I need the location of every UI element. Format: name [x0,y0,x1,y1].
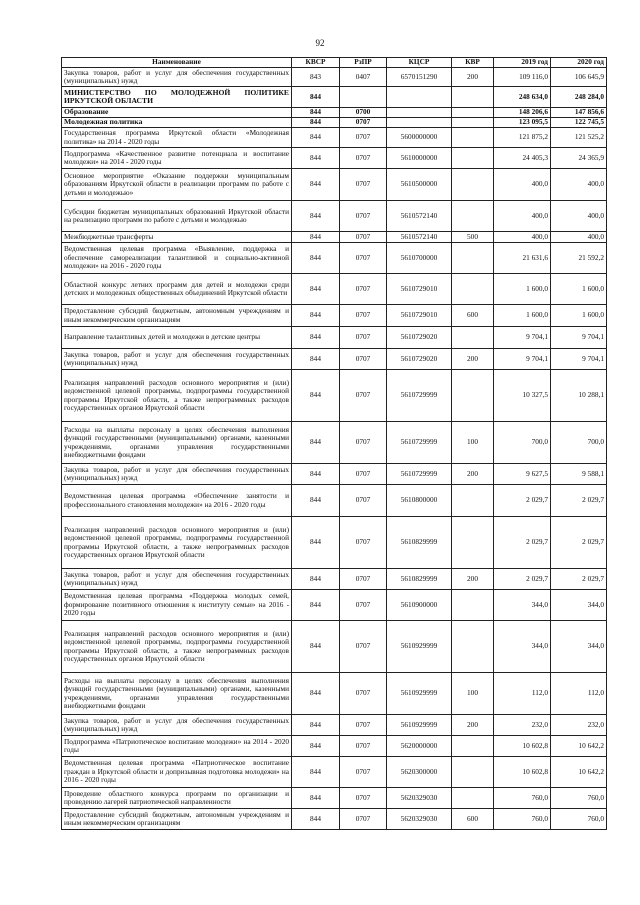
table-row [62,464,607,485]
table-header-row [62,58,607,68]
cell-kvsr: 844 [292,128,340,148]
cell-2020: 344,0 [551,621,607,673]
cell-2020: 24 365,9 [551,148,607,169]
cell-name: Реализация направлений расходов основного мероприятия и (или) ведомственной целевой программы, подпрограммы государственной программы Иркутской области, а также непрограммных расходов государственных органов Иркутской области [62,621,292,673]
cell-kvr [452,485,494,517]
table-row [62,736,607,757]
table-body [62,68,607,830]
cell-kcsr [387,118,452,128]
table-row [62,715,607,736]
cell-2020: 9 588,1 [551,464,607,485]
header-kcsr: КЦСР [387,58,452,68]
cell-kcsr: 5610929999 [387,673,452,715]
cell-rzpr: 0707 [340,327,387,349]
cell-kvsr: 844 [292,757,340,788]
table-row [62,327,607,349]
cell-2020: 121 525,2 [551,128,607,148]
cell-kcsr: 5610729999 [387,464,452,485]
cell-kcsr: 5610729010 [387,274,452,305]
cell-kvr [452,243,494,274]
cell-kcsr [387,108,452,118]
cell-name: Закупка товаров, работ и услуг для обеспечения государственных (муниципальных) нужд [62,569,292,590]
cell-kvr [452,128,494,148]
cell-2019: 760,0 [494,809,551,830]
table-row [62,148,607,169]
cell-2019: 1 600,0 [494,274,551,305]
cell-rzpr: 0707 [340,569,387,590]
table-row [62,621,607,673]
cell-rzpr: 0707 [340,169,387,201]
cell-kvr [452,201,494,232]
cell-kvsr: 844 [292,422,340,464]
cell-rzpr: 0707 [340,422,387,464]
cell-kvr [452,621,494,673]
cell-2020: 147 856,6 [551,108,607,118]
cell-kvr: 100 [452,673,494,715]
cell-name: Расходы на выплаты персоналу в целях обеспечения выполнения функций государственными (муниципальными) органами, казенными учреждениями, органами управления государственными внебюджетными фондами [62,673,292,715]
cell-name: Ведомственная целевая программа «Обеспечение занятости и профессионального становления молодежи» на 2016 - 2020 годы [62,485,292,517]
cell-kvr: 200 [452,68,494,87]
table-row [62,68,607,87]
cell-kcsr: 5620300000 [387,757,452,788]
header-rzpr: РзПР [340,58,387,68]
cell-kcsr: 5610500000 [387,169,452,201]
cell-2019: 21 631,6 [494,243,551,274]
cell-rzpr: 0707 [340,243,387,274]
cell-rzpr: 0707 [340,148,387,169]
cell-kvsr: 844 [292,169,340,201]
cell-kvr [452,274,494,305]
cell-name: Закупка товаров, работ и услуг для обеспечения государственных (муниципальных) нужд [62,715,292,736]
cell-kcsr: 5610729999 [387,370,452,422]
cell-name: Межбюджетные трансферты [62,232,292,243]
cell-kvsr: 844 [292,464,340,485]
cell-kcsr: 5610800000 [387,485,452,517]
cell-2020: 2 029,7 [551,517,607,569]
cell-2020: 760,0 [551,809,607,830]
cell-name: Подпрограмма «Качественное развитие потенциала и воспитание молодежи» на 2014 - 2020 годы [62,148,292,169]
cell-rzpr: 0707 [340,305,387,327]
page-number: 92 [315,38,325,48]
table-row [62,590,607,621]
table-row [62,422,607,464]
cell-kvr [452,757,494,788]
table-row [62,108,607,118]
cell-2020: 112,0 [551,673,607,715]
cell-name: Реализация направлений расходов основного мероприятия и (или) ведомственной целевой программы, подпрограммы государственной программы Иркутской области, а также непрограммных расходов государственных органов Иркутской области [62,370,292,422]
cell-name: Ведомственная целевая программа «Патриотическое воспитание граждан в Иркутской области и допризывная подготовка молодежи» на 2016 - 2020 годы [62,757,292,788]
cell-2019: 121 875,2 [494,128,551,148]
cell-2019: 112,0 [494,673,551,715]
cell-kvr [452,169,494,201]
cell-rzpr: 0707 [340,232,387,243]
cell-name: Подпрограмма «Патриотическое воспитание молодежи» на 2014 - 2020 годы [62,736,292,757]
cell-kvsr: 844 [292,305,340,327]
cell-2019: 9 704,1 [494,349,551,370]
cell-rzpr: 0707 [340,349,387,370]
cell-kvsr: 844 [292,232,340,243]
cell-rzpr: 0707 [340,118,387,128]
table-row [62,757,607,788]
cell-kvsr: 844 [292,517,340,569]
cell-kcsr: 5620329030 [387,788,452,809]
cell-kvr [452,517,494,569]
cell-kvsr: 844 [292,274,340,305]
cell-kcsr: 5610729999 [387,422,452,464]
cell-rzpr: 0707 [340,715,387,736]
cell-kcsr: 5620329030 [387,809,452,830]
cell-2019: 109 116,0 [494,68,551,87]
cell-name: Закупка товаров, работ и услуг для обеспечения государственных (муниципальных) нужд [62,349,292,370]
cell-2020: 1 600,0 [551,305,607,327]
table-row [62,485,607,517]
cell-rzpr: 0707 [340,621,387,673]
cell-kcsr [387,87,452,108]
cell-rzpr: 0707 [340,757,387,788]
cell-2020: 21 592,2 [551,243,607,274]
cell-kvr [452,87,494,108]
cell-kvsr: 844 [292,327,340,349]
cell-kcsr: 5620000000 [387,736,452,757]
table-row [62,243,607,274]
cell-rzpr: 0707 [340,485,387,517]
cell-kvsr: 844 [292,621,340,673]
cell-rzpr: 0707 [340,788,387,809]
cell-name: Направление талантливых детей и молодежи в детские центры [62,327,292,349]
cell-kvr [452,108,494,118]
cell-kvsr: 844 [292,673,340,715]
cell-kvr [452,370,494,422]
table-row [62,274,607,305]
cell-2019: 9 704,1 [494,327,551,349]
cell-kcsr: 5610829999 [387,569,452,590]
cell-name: Проведение областного конкурса программ по организации и проведению лагерей патриотической направленности [62,788,292,809]
cell-2019: 10 602,8 [494,757,551,788]
table-row [62,788,607,809]
cell-kvsr: 844 [292,736,340,757]
cell-2019: 9 627,5 [494,464,551,485]
cell-2019: 400,0 [494,232,551,243]
cell-kvsr: 844 [292,715,340,736]
cell-kvsr: 844 [292,87,340,108]
cell-rzpr [340,87,387,108]
cell-kvr [452,327,494,349]
table-row [62,809,607,830]
cell-kvr: 200 [452,349,494,370]
cell-2020: 2 029,7 [551,485,607,517]
cell-2020: 248 284,0 [551,87,607,108]
cell-rzpr: 0707 [340,736,387,757]
cell-kvsr: 844 [292,485,340,517]
cell-kvr: 500 [452,232,494,243]
cell-kcsr: 5610729010 [387,305,452,327]
cell-kvr: 100 [452,422,494,464]
cell-2020: 122 745,5 [551,118,607,128]
cell-kvsr: 844 [292,243,340,274]
cell-2019: 400,0 [494,201,551,232]
cell-name: Молодежная политика [62,118,292,128]
cell-kvsr: 844 [292,118,340,128]
cell-kcsr: 5610729020 [387,327,452,349]
cell-kvsr: 844 [292,108,340,118]
cell-name: Ведомственная целевая программа «Поддержка молодых семей, формирование позитивного отношения к институту семьи» на 2016 - 2020 годы [62,590,292,621]
cell-2020: 106 645,9 [551,68,607,87]
cell-kvr [452,118,494,128]
budget-table [61,57,607,830]
cell-2020: 400,0 [551,201,607,232]
cell-rzpr: 0707 [340,274,387,305]
table-row [62,349,607,370]
cell-2019: 10 327,5 [494,370,551,422]
cell-kcsr: 5610900000 [387,590,452,621]
cell-rzpr: 0707 [340,370,387,422]
cell-kcsr: 5600000000 [387,128,452,148]
cell-name: Государственная программа Иркутской области «Молодежная политика» на 2014 - 2020 годы [62,128,292,148]
cell-2020: 344,0 [551,590,607,621]
cell-kcsr: 5610929999 [387,621,452,673]
cell-2020: 760,0 [551,788,607,809]
cell-name: Реализация направлений расходов основного мероприятия и (или) ведомственной целевой программы, подпрограммы государственной программы Иркутской области, а также непрограммных расходов государственных органов Иркутской области [62,517,292,569]
table-row [62,118,607,128]
cell-rzpr: 0707 [340,201,387,232]
cell-kvr: 600 [452,809,494,830]
cell-2019: 400,0 [494,169,551,201]
cell-2020: 10 642,2 [551,736,607,757]
cell-2019: 148 206,6 [494,108,551,118]
cell-kvsr: 844 [292,349,340,370]
cell-kvr: 200 [452,464,494,485]
cell-rzpr: 0707 [340,590,387,621]
cell-kcsr: 5610929999 [387,715,452,736]
cell-name: Расходы на выплаты персоналу в целях обеспечения выполнения функций государственными (муниципальными) органами, казенными учреждениями, органами управления государственными внебюджетными фондами [62,422,292,464]
table-row [62,370,607,422]
cell-kvsr: 844 [292,569,340,590]
cell-2019: 344,0 [494,621,551,673]
cell-2019: 344,0 [494,590,551,621]
cell-kvr [452,736,494,757]
header-2020: 2020 год [551,58,607,68]
cell-kcsr: 5610700000 [387,243,452,274]
cell-2019: 760,0 [494,788,551,809]
cell-name: Образование [62,108,292,118]
cell-kcsr: 5610829999 [387,517,452,569]
table-row [62,232,607,243]
table-row [62,673,607,715]
cell-2019: 123 095,5 [494,118,551,128]
cell-2019: 2 029,7 [494,517,551,569]
cell-2020: 9 704,1 [551,327,607,349]
cell-kvr [452,148,494,169]
cell-2019: 1 600,0 [494,305,551,327]
cell-rzpr: 0707 [340,464,387,485]
cell-rzpr: 0707 [340,517,387,569]
cell-rzpr: 0407 [340,68,387,87]
cell-name: Предоставление субсидий бюджетным, автономным учреждениям и иным некоммерческим организациям [62,305,292,327]
cell-kcsr: 5610572140 [387,232,452,243]
cell-kvr [452,788,494,809]
table-row [62,128,607,148]
header-2019: 2019 год [494,58,551,68]
cell-kvsr: 843 [292,68,340,87]
cell-name: Основное мероприятие «Оказание поддержки муниципальным образованиям Иркутской области в реализации программ по работе с детьми и молодежью» [62,169,292,201]
cell-2020: 1 600,0 [551,274,607,305]
cell-2019: 232,0 [494,715,551,736]
cell-2019: 700,0 [494,422,551,464]
header-name: Наименование [62,58,292,68]
table-row [62,517,607,569]
cell-kvsr: 844 [292,788,340,809]
cell-2019: 2 029,7 [494,569,551,590]
cell-kvsr: 844 [292,590,340,621]
cell-kvsr: 844 [292,809,340,830]
cell-name: Предоставление субсидий бюджетным, автономным учреждениям и иным некоммерческим организациям [62,809,292,830]
cell-rzpr: 0707 [340,673,387,715]
cell-kvr: 200 [452,569,494,590]
header-kvr: КВР [452,58,494,68]
cell-rzpr: 0707 [340,128,387,148]
cell-2020: 400,0 [551,232,607,243]
cell-2020: 10 288,1 [551,370,607,422]
table-row [62,305,607,327]
cell-2019: 10 602,8 [494,736,551,757]
cell-name: Ведомственная целевая программа «Выявление, поддержка и обеспечение самореализации талантливой и социально-активной молодежи» на 2016 - 2020 годы [62,243,292,274]
cell-kvsr: 844 [292,148,340,169]
cell-kvsr: 844 [292,201,340,232]
cell-rzpr: 0707 [340,809,387,830]
cell-kcsr: 5610572140 [387,201,452,232]
cell-name: МИНИСТЕРСТВО ПО МОЛОДЕЖНОЙ ПОЛИТИКЕ ИРКУТСКОЙ ОБЛАСТИ [62,87,292,108]
cell-kvr: 600 [452,305,494,327]
header-kvsr: КВСР [292,58,340,68]
table-row [62,201,607,232]
cell-rzpr: 0700 [340,108,387,118]
cell-kcsr: 5610000000 [387,148,452,169]
cell-2020: 2 029,7 [551,569,607,590]
cell-name: Областной конкурс летних программ для детей и молодежи среди детских и молодежных общественных объединений Иркутской области [62,274,292,305]
cell-name: Закупка товаров, работ и услуг для обеспечения государственных (муниципальных) нужд [62,68,292,87]
table-row [62,169,607,201]
cell-kcsr: 6570151290 [387,68,452,87]
cell-name: Закупка товаров, работ и услуг для обеспечения государственных (муниципальных) нужд [62,464,292,485]
cell-2020: 232,0 [551,715,607,736]
cell-2020: 400,0 [551,169,607,201]
table-row [62,569,607,590]
cell-2020: 9 704,1 [551,349,607,370]
cell-2019: 248 634,0 [494,87,551,108]
table-row [62,87,607,108]
cell-kcsr: 5610729020 [387,349,452,370]
cell-2020: 700,0 [551,422,607,464]
cell-2019: 2 029,7 [494,485,551,517]
cell-kvsr: 844 [292,370,340,422]
cell-2019: 24 405,3 [494,148,551,169]
cell-kvr [452,590,494,621]
cell-2020: 10 642,2 [551,757,607,788]
cell-name: Субсидии бюджетам муниципальных образований Иркутской области на реализацию программ по работе с детьми и молодежью [62,201,292,232]
cell-kvr: 200 [452,715,494,736]
